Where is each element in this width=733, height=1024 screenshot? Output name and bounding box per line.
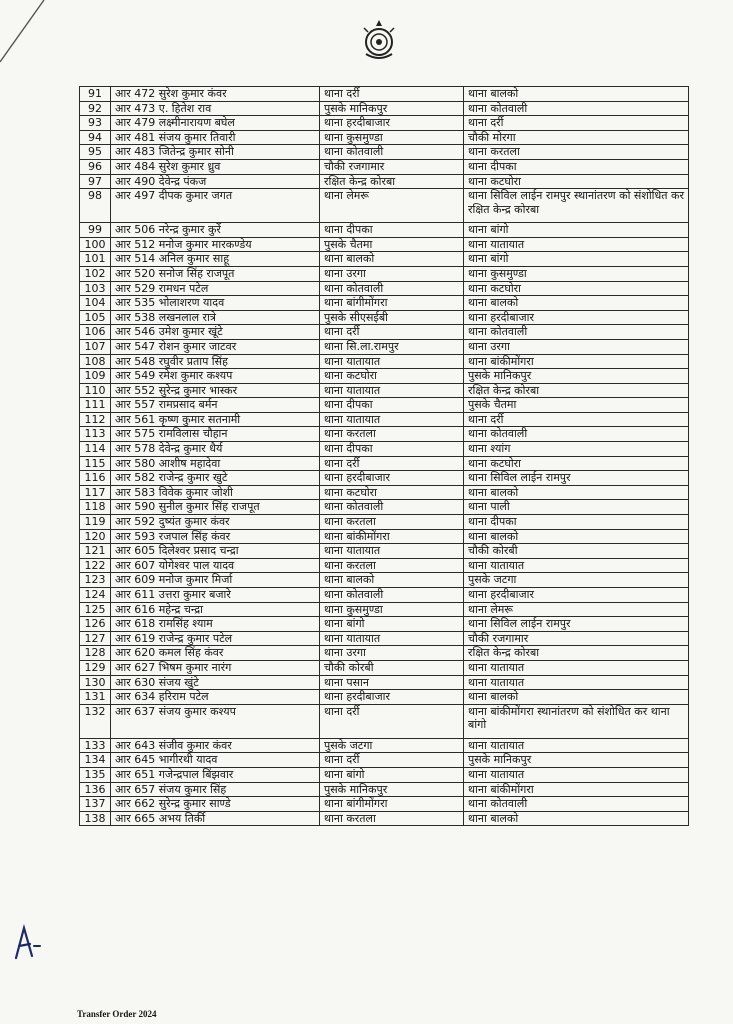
employee-name-cell: आर 552 सुरेन्द्र कुमार भास्कर <box>111 383 320 398</box>
serial-number-cell: 94 <box>80 130 111 145</box>
table-row <box>80 442 689 457</box>
employee-name-cell: आर 557 रामप्रसाद बर्मन <box>111 398 320 413</box>
employee-name-cell: आर 657 संजय कुमार सिंह <box>111 782 320 797</box>
serial-number-cell: 117 <box>80 485 111 500</box>
from-post-cell: थाना बांकीमोंगरा <box>320 529 464 544</box>
table-row <box>80 631 689 646</box>
employee-name-cell: आर 605 दिलेश्वर प्रसाद चन्द्रा <box>111 544 320 559</box>
employee-name-cell: आर 578 देवेन्द्र कुमार धैर्य <box>111 442 320 457</box>
employee-name-cell: आर 630 संजय खुंटे <box>111 675 320 690</box>
from-post-cell: चौकी रजगामार <box>320 159 464 174</box>
to-post-cell: रक्षित केन्द्र कोरबा <box>464 383 689 398</box>
employee-name-cell: आर 609 मनोज कुमार मिर्जा <box>111 573 320 588</box>
serial-number-cell: 93 <box>80 116 111 131</box>
serial-number-cell: 92 <box>80 101 111 116</box>
table-row <box>80 369 689 384</box>
employee-name-cell: आर 506 नरेन्द्र कुमार कुर्रे <box>111 223 320 238</box>
from-post-cell: थाना करतला <box>320 427 464 442</box>
footer-label: Transfer Order 2024 <box>77 1009 157 1019</box>
employee-name-cell: आर 514 अनिल कुमार साहू <box>111 252 320 267</box>
employee-name-cell: आर 611 उत्तरा कुमार बजारे <box>111 588 320 603</box>
employee-name-cell: आर 627 भिषम कुमार नारंग <box>111 660 320 675</box>
serial-number-cell: 133 <box>80 738 111 753</box>
employee-name-cell: आर 547 रोशन कुमार जाटवर <box>111 339 320 354</box>
table-row <box>80 782 689 797</box>
table-row <box>80 544 689 559</box>
employee-name-cell: आर 665 अभय तिर्की <box>111 811 320 826</box>
page-fold-shadow <box>0 0 60 70</box>
to-post-cell: थाना बालको <box>464 690 689 705</box>
to-post-cell: थाना करतला <box>464 145 689 160</box>
table-row <box>80 101 689 116</box>
from-post-cell: थाना बांगो <box>320 617 464 632</box>
to-post-cell: थाना बालको <box>464 87 689 102</box>
table-row <box>80 252 689 267</box>
table-row <box>80 266 689 281</box>
to-post-cell: थाना कोतवाली <box>464 797 689 812</box>
table-row <box>80 427 689 442</box>
employee-name-cell: आर 561 कृष्ण कुमार सतनामी <box>111 412 320 427</box>
table-row <box>80 573 689 588</box>
to-post-cell: थाना कुसमुण्डा <box>464 266 689 281</box>
from-post-cell: थाना उरगा <box>320 266 464 281</box>
from-post-cell: थाना बालको <box>320 573 464 588</box>
to-post-cell: पुसके जटगा <box>464 573 689 588</box>
from-post-cell: पुसके मानिकपुर <box>320 782 464 797</box>
from-post-cell: थाना बांगो <box>320 767 464 782</box>
employee-name-cell: आर 549 रमेश कुमार कश्यप <box>111 369 320 384</box>
employee-name-cell: आर 590 सुनील कुमार सिंह राजपूत <box>111 500 320 515</box>
to-post-cell: थाना यातायात <box>464 237 689 252</box>
table-row <box>80 471 689 486</box>
employee-name-cell: आर 497 दीपक कुमार जगत <box>111 189 320 223</box>
to-post-cell: थाना पाली <box>464 500 689 515</box>
table-row <box>80 87 689 102</box>
table-row <box>80 500 689 515</box>
to-post-cell: थाना यातायात <box>464 675 689 690</box>
employee-name-cell: आर 483 जितेन्द्र कुमार सोनी <box>111 145 320 160</box>
transfer-order-rows <box>80 87 689 826</box>
to-post-cell: थाना दर्री <box>464 412 689 427</box>
table-row <box>80 412 689 427</box>
table-row <box>80 325 689 340</box>
to-post-cell: थाना बालको <box>464 485 689 500</box>
serial-number-cell: 99 <box>80 223 111 238</box>
employee-name-cell: आर 662 सुरेन्द्र कुमार साण्डे <box>111 797 320 812</box>
from-post-cell: पुसके मानिकपुर <box>320 101 464 116</box>
from-post-cell: थाना करतला <box>320 515 464 530</box>
to-post-cell: थाना उरगा <box>464 339 689 354</box>
employee-name-cell: आर 512 मनोज कुमार मारकण्डेय <box>111 237 320 252</box>
table-row <box>80 281 689 296</box>
to-post-cell: थाना बांकीमोंगरा <box>464 782 689 797</box>
table-row <box>80 753 689 768</box>
table-row <box>80 174 689 189</box>
to-post-cell: थाना सिविल लाईन रामपुर स्थानांतरण को संशोधित कर रक्षित केन्द्र कोरबा <box>464 189 689 223</box>
from-post-cell: चौकी कोरबी <box>320 660 464 675</box>
serial-number-cell: 105 <box>80 310 111 325</box>
employee-name-cell: आर 546 उमेश कुमार खूंटे <box>111 325 320 340</box>
serial-number-cell: 136 <box>80 782 111 797</box>
employee-name-cell: आर 616 महेन्द्र चन्द्रा <box>111 602 320 617</box>
from-post-cell: पुसके जटगा <box>320 738 464 753</box>
table-row <box>80 704 689 738</box>
table-row <box>80 617 689 632</box>
serial-number-cell: 131 <box>80 690 111 705</box>
employee-name-cell: आर 538 लखनलाल रात्रे <box>111 310 320 325</box>
to-post-cell: चौकी मोरगा <box>464 130 689 145</box>
table-row <box>80 646 689 661</box>
table-row <box>80 738 689 753</box>
employee-name-cell: आर 582 राजेन्द्र कुमार खुटे <box>111 471 320 486</box>
table-row <box>80 310 689 325</box>
table-row <box>80 145 689 160</box>
table-row <box>80 529 689 544</box>
serial-number-cell: 91 <box>80 87 111 102</box>
table-row <box>80 456 689 471</box>
table-row <box>80 811 689 826</box>
serial-number-cell: 98 <box>80 189 111 223</box>
from-post-cell: थाना करतला <box>320 558 464 573</box>
employee-name-cell: आर 643 संजीव कुमार कंवर <box>111 738 320 753</box>
serial-number-cell: 120 <box>80 529 111 544</box>
from-post-cell: थाना कोतवाली <box>320 588 464 603</box>
from-post-cell: थाना दीपका <box>320 442 464 457</box>
to-post-cell: थाना बालको <box>464 529 689 544</box>
from-post-cell: थाना कोतवाली <box>320 281 464 296</box>
from-post-cell: थाना दर्री <box>320 87 464 102</box>
serial-number-cell: 109 <box>80 369 111 384</box>
from-post-cell: थाना यातायात <box>320 383 464 398</box>
table-row <box>80 296 689 311</box>
from-post-cell: थाना उरगा <box>320 646 464 661</box>
to-post-cell: थाना कोतवाली <box>464 101 689 116</box>
to-post-cell: थाना यातायात <box>464 738 689 753</box>
to-post-cell: थाना हरदीबाजार <box>464 310 689 325</box>
serial-number-cell: 113 <box>80 427 111 442</box>
employee-name-cell: आर 580 आशीष महादेवा <box>111 456 320 471</box>
employee-name-cell: आर 634 हरिराम पटेल <box>111 690 320 705</box>
serial-number-cell: 127 <box>80 631 111 646</box>
employee-name-cell: आर 607 योगेश्वर पाल यादव <box>111 558 320 573</box>
to-post-cell: थाना यातायात <box>464 767 689 782</box>
from-post-cell: थाना सि.ला.रामपुर <box>320 339 464 354</box>
to-post-cell: थाना दीपका <box>464 159 689 174</box>
table-row <box>80 398 689 413</box>
to-post-cell: थाना बालको <box>464 811 689 826</box>
serial-number-cell: 106 <box>80 325 111 340</box>
employee-name-cell: आर 592 दुष्यंत कुमार कंवर <box>111 515 320 530</box>
serial-number-cell: 135 <box>80 767 111 782</box>
serial-number-cell: 132 <box>80 704 111 738</box>
table-row <box>80 159 689 174</box>
serial-number-cell: 104 <box>80 296 111 311</box>
serial-number-cell: 129 <box>80 660 111 675</box>
serial-number-cell: 97 <box>80 174 111 189</box>
to-post-cell: थाना बांगो <box>464 252 689 267</box>
serial-number-cell: 116 <box>80 471 111 486</box>
employee-name-cell: आर 529 रामधन पटेल <box>111 281 320 296</box>
from-post-cell: थाना यातायात <box>320 631 464 646</box>
to-post-cell: थाना कटघोरा <box>464 456 689 471</box>
serial-number-cell: 138 <box>80 811 111 826</box>
table-row <box>80 690 689 705</box>
employee-name-cell: आर 593 रजपाल सिंह कंवर <box>111 529 320 544</box>
employee-name-cell: आर 575 रामविलास चौहान <box>111 427 320 442</box>
serial-number-cell: 137 <box>80 797 111 812</box>
table-row <box>80 383 689 398</box>
to-post-cell: थाना कोतवाली <box>464 427 689 442</box>
to-post-cell: थाना बांकीमोंगरा स्थानांतरण को संशोधित कर थाना बांगो <box>464 704 689 738</box>
table-row <box>80 237 689 252</box>
from-post-cell: थाना बालको <box>320 252 464 267</box>
police-emblem-icon <box>360 18 398 62</box>
from-post-cell: थाना कटघोरा <box>320 485 464 500</box>
to-post-cell: थाना यातायात <box>464 660 689 675</box>
serial-number-cell: 100 <box>80 237 111 252</box>
serial-number-cell: 122 <box>80 558 111 573</box>
from-post-cell: थाना कटघोरा <box>320 369 464 384</box>
table-row <box>80 602 689 617</box>
table-row <box>80 515 689 530</box>
from-post-cell: थाना दर्री <box>320 456 464 471</box>
from-post-cell: रक्षित केन्द्र कोरबा <box>320 174 464 189</box>
handwritten-signature-mark <box>10 922 44 962</box>
from-post-cell: थाना हरदीबाजार <box>320 471 464 486</box>
serial-number-cell: 118 <box>80 500 111 515</box>
serial-number-cell: 96 <box>80 159 111 174</box>
employee-name-cell: आर 618 रामसिंह श्याम <box>111 617 320 632</box>
from-post-cell: थाना दर्री <box>320 325 464 340</box>
serial-number-cell: 119 <box>80 515 111 530</box>
employee-name-cell: आर 481 संजय कुमार तिवारी <box>111 130 320 145</box>
serial-number-cell: 124 <box>80 588 111 603</box>
table-row <box>80 767 689 782</box>
from-post-cell: थाना लेमरू <box>320 189 464 223</box>
employee-name-cell: आर 548 रघुवीर प्रताप सिंह <box>111 354 320 369</box>
serial-number-cell: 115 <box>80 456 111 471</box>
from-post-cell: थाना दीपका <box>320 398 464 413</box>
to-post-cell: पुसके चैतमा <box>464 398 689 413</box>
from-post-cell: थाना दर्री <box>320 753 464 768</box>
employee-name-cell: आर 490 देवेन्द्र पंकज <box>111 174 320 189</box>
employee-name-cell: आर 645 भागीरथी यादव <box>111 753 320 768</box>
table-row <box>80 130 689 145</box>
from-post-cell: थाना बांगीमोंगरा <box>320 296 464 311</box>
serial-number-cell: 108 <box>80 354 111 369</box>
to-post-cell: थाना सिविल लाईन रामपुर <box>464 617 689 632</box>
to-post-cell: चौकी रजगामार <box>464 631 689 646</box>
serial-number-cell: 114 <box>80 442 111 457</box>
to-post-cell: थाना हरदीबाजार <box>464 588 689 603</box>
table-row <box>80 797 689 812</box>
to-post-cell: थाना यातायात <box>464 558 689 573</box>
transfer-order-table <box>79 86 689 826</box>
employee-name-cell: आर 473 ए. हितेश राव <box>111 101 320 116</box>
table-row <box>80 223 689 238</box>
from-post-cell: थाना हरदीबाजार <box>320 690 464 705</box>
from-post-cell: थाना दर्री <box>320 704 464 738</box>
to-post-cell: थाना बालको <box>464 296 689 311</box>
to-post-cell: पुसके मानिकपुर <box>464 369 689 384</box>
serial-number-cell: 125 <box>80 602 111 617</box>
table-row <box>80 339 689 354</box>
from-post-cell: थाना बांगीमोंगरा <box>320 797 464 812</box>
employee-name-cell: आर 637 संजय कुमार कश्यप <box>111 704 320 738</box>
serial-number-cell: 130 <box>80 675 111 690</box>
employee-name-cell: आर 479 लक्ष्मीनारायण बघेल <box>111 116 320 131</box>
to-post-cell: रक्षित केन्द्र कोरबा <box>464 646 689 661</box>
table-row <box>80 660 689 675</box>
to-post-cell: थाना कोतवाली <box>464 325 689 340</box>
to-post-cell: थाना लेमरू <box>464 602 689 617</box>
to-post-cell: चौकी कोरबी <box>464 544 689 559</box>
serial-number-cell: 101 <box>80 252 111 267</box>
serial-number-cell: 107 <box>80 339 111 354</box>
serial-number-cell: 110 <box>80 383 111 398</box>
from-post-cell: थाना हरदीबाजार <box>320 116 464 131</box>
to-post-cell: थाना कटघोरा <box>464 281 689 296</box>
employee-name-cell: आर 535 भोलाशरण यादव <box>111 296 320 311</box>
employee-name-cell: आर 620 कमल सिंह कंवर <box>111 646 320 661</box>
serial-number-cell: 128 <box>80 646 111 661</box>
from-post-cell: थाना यातायात <box>320 354 464 369</box>
serial-number-cell: 123 <box>80 573 111 588</box>
serial-number-cell: 126 <box>80 617 111 632</box>
table-row <box>80 116 689 131</box>
to-post-cell: पुसके मानिकपुर <box>464 753 689 768</box>
table-row <box>80 675 689 690</box>
to-post-cell: थाना दीपका <box>464 515 689 530</box>
employee-name-cell: आर 619 राजेन्द्र कुमार पटेल <box>111 631 320 646</box>
from-post-cell: थाना पसान <box>320 675 464 690</box>
employee-name-cell: आर 583 विवेक कुमार जोशी <box>111 485 320 500</box>
from-post-cell: पुसके चैतमा <box>320 237 464 252</box>
to-post-cell: थाना सिविल लाईन रामपुर <box>464 471 689 486</box>
from-post-cell: थाना कोतवाली <box>320 145 464 160</box>
to-post-cell: थाना बांकीमोंगरा <box>464 354 689 369</box>
serial-number-cell: 111 <box>80 398 111 413</box>
serial-number-cell: 112 <box>80 412 111 427</box>
from-post-cell: थाना कुसमुण्डा <box>320 130 464 145</box>
table-row <box>80 354 689 369</box>
from-post-cell: थाना कोतवाली <box>320 500 464 515</box>
to-post-cell: थाना दर्री <box>464 116 689 131</box>
serial-number-cell: 121 <box>80 544 111 559</box>
table-row <box>80 558 689 573</box>
to-post-cell: थाना कटघोरा <box>464 174 689 189</box>
from-post-cell: थाना करतला <box>320 811 464 826</box>
from-post-cell: थाना यातायात <box>320 544 464 559</box>
from-post-cell: पुसके सीएसईबी <box>320 310 464 325</box>
table-row <box>80 189 689 223</box>
serial-number-cell: 103 <box>80 281 111 296</box>
to-post-cell: थाना बांगो <box>464 223 689 238</box>
to-post-cell: थाना श्यांग <box>464 442 689 457</box>
employee-name-cell: आर 472 सुरेश कुमार कंवर <box>111 87 320 102</box>
from-post-cell: थाना यातायात <box>320 412 464 427</box>
from-post-cell: थाना कुसमुण्डा <box>320 602 464 617</box>
serial-number-cell: 102 <box>80 266 111 281</box>
table-row <box>80 588 689 603</box>
employee-name-cell: आर 651 गजेन्द्रपाल बिंझवार <box>111 767 320 782</box>
serial-number-cell: 134 <box>80 753 111 768</box>
serial-number-cell: 95 <box>80 145 111 160</box>
from-post-cell: थाना दीपका <box>320 223 464 238</box>
table-row <box>80 485 689 500</box>
employee-name-cell: आर 520 सनोज सिंह राजपूत <box>111 266 320 281</box>
employee-name-cell: आर 484 सुरेश कुमार ध्रुव <box>111 159 320 174</box>
